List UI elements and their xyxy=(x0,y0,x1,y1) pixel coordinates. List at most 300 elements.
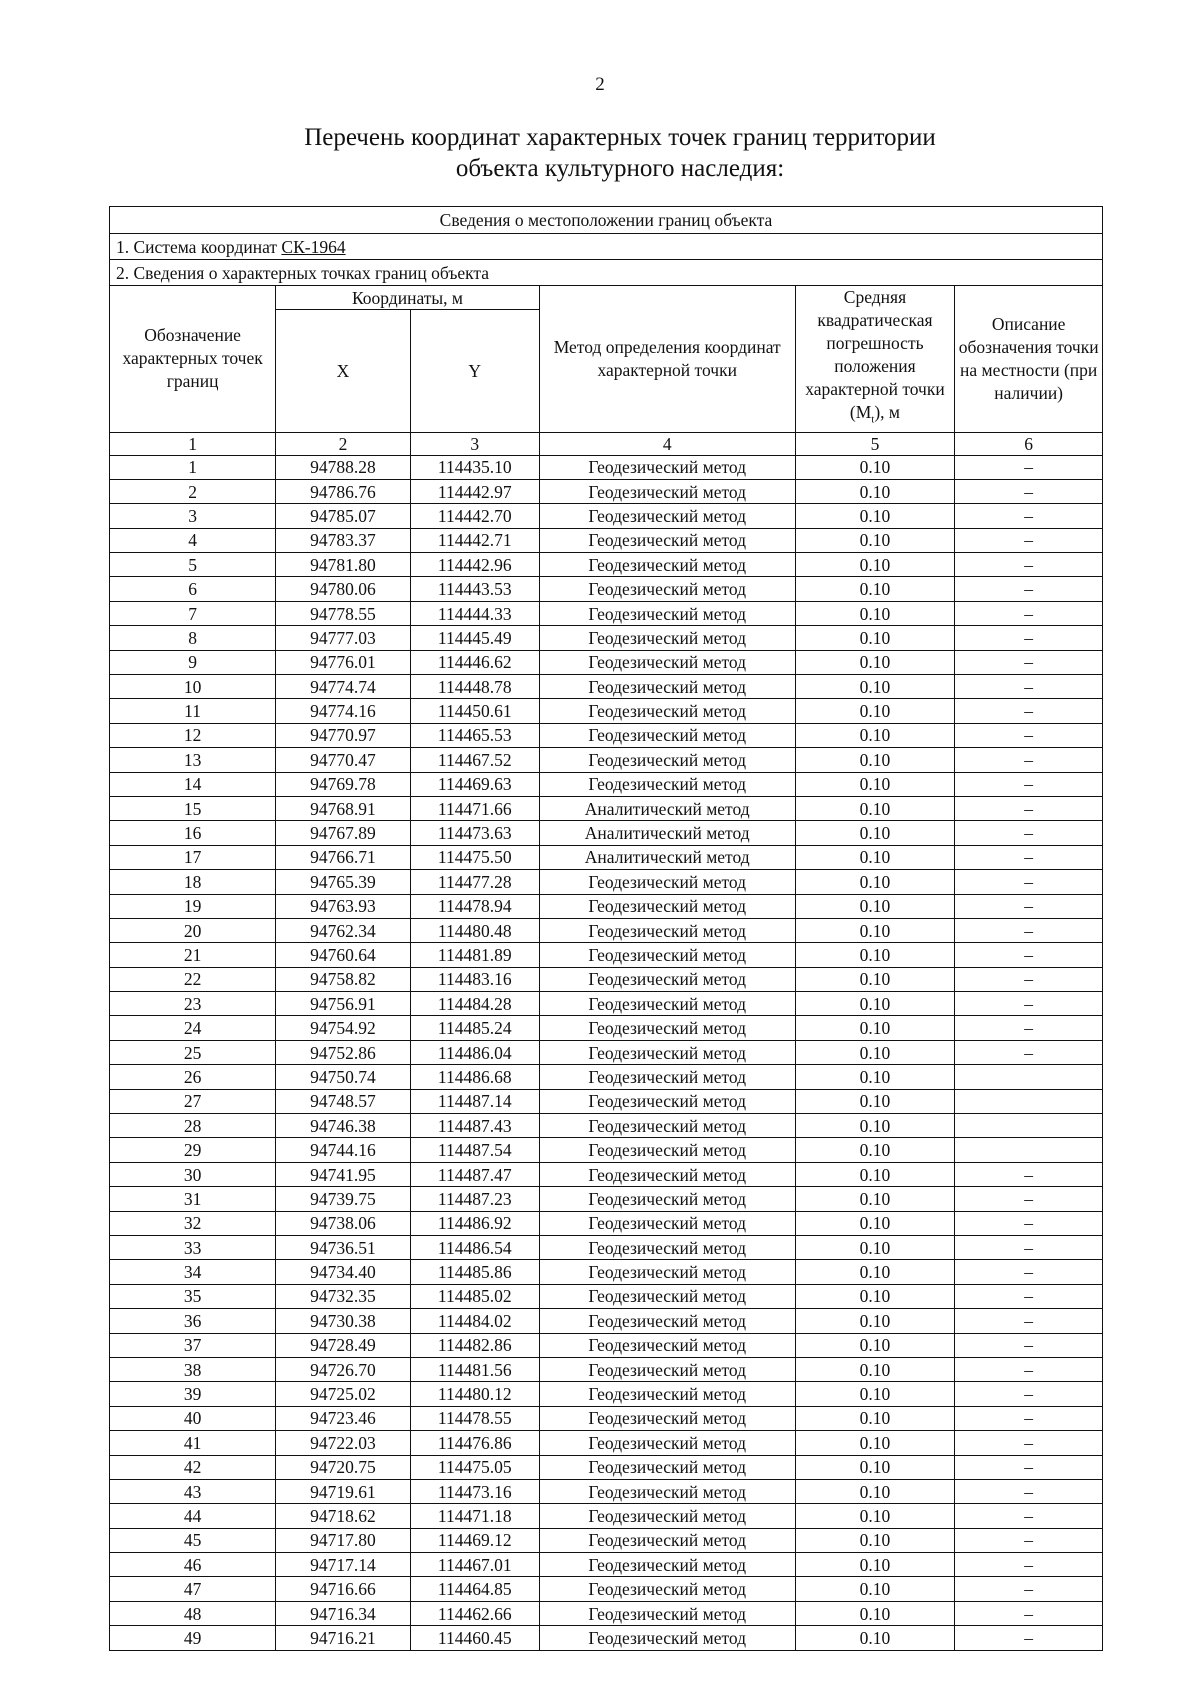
coordinate-y: 114475.50 xyxy=(410,845,539,869)
error-value: 0.10 xyxy=(795,1089,955,1113)
table-row xyxy=(110,1431,1103,1455)
method: Геодезический метод xyxy=(539,748,795,772)
table-row xyxy=(110,1601,1103,1625)
error-value: 0.10 xyxy=(795,650,955,674)
table-row xyxy=(110,1187,1103,1211)
description: – xyxy=(955,1406,1103,1430)
error-value: 0.10 xyxy=(795,1479,955,1503)
description: – xyxy=(955,1626,1103,1650)
description: – xyxy=(955,1260,1103,1284)
coordinate-x: 94767.89 xyxy=(276,821,411,845)
point-number: 32 xyxy=(110,1211,276,1235)
method: Геодезический метод xyxy=(539,1528,795,1552)
coordinate-y: 114435.10 xyxy=(410,455,539,479)
method: Геодезический метод xyxy=(539,1211,795,1235)
coordinate-y: 114471.66 xyxy=(410,796,539,820)
coordinate-y: 114480.12 xyxy=(410,1382,539,1406)
table-row xyxy=(110,1089,1103,1113)
coordinate-x: 94720.75 xyxy=(276,1455,411,1479)
method: Геодезический метод xyxy=(539,675,795,699)
coordinate-x: 94719.61 xyxy=(276,1479,411,1503)
coordinate-x: 94768.91 xyxy=(276,796,411,820)
header-coordinates: Координаты, м xyxy=(276,286,540,310)
coordinate-y: 114477.28 xyxy=(410,870,539,894)
point-number: 44 xyxy=(110,1504,276,1528)
header-y: Y xyxy=(410,310,539,432)
table-row xyxy=(110,870,1103,894)
coordinate-x: 94718.62 xyxy=(276,1504,411,1528)
point-number: 11 xyxy=(110,699,276,723)
description: – xyxy=(955,528,1103,552)
table-row xyxy=(110,1626,1103,1650)
point-number: 25 xyxy=(110,1040,276,1064)
col-number: 1 xyxy=(110,432,276,455)
point-number: 26 xyxy=(110,1065,276,1089)
point-number: 2 xyxy=(110,479,276,503)
table-row xyxy=(110,1479,1103,1503)
table-row xyxy=(110,723,1103,747)
method: Геодезический метод xyxy=(539,943,795,967)
description: – xyxy=(955,675,1103,699)
header-designation: Обозначение характерных точек границ xyxy=(110,286,276,433)
error-value: 0.10 xyxy=(795,1260,955,1284)
point-number: 48 xyxy=(110,1601,276,1625)
description: – xyxy=(955,1553,1103,1577)
method: Геодезический метод xyxy=(539,1138,795,1162)
point-number: 47 xyxy=(110,1577,276,1601)
method: Геодезический метод xyxy=(539,577,795,601)
description: – xyxy=(955,601,1103,625)
point-number: 41 xyxy=(110,1431,276,1455)
description xyxy=(955,1114,1103,1138)
description: – xyxy=(955,1577,1103,1601)
table-row xyxy=(110,772,1103,796)
method: Геодезический метод xyxy=(539,1504,795,1528)
method: Геодезический метод xyxy=(539,1626,795,1650)
point-number: 49 xyxy=(110,1626,276,1650)
coordinate-y: 114445.49 xyxy=(410,626,539,650)
method: Геодезический метод xyxy=(539,1284,795,1308)
method: Геодезический метод xyxy=(539,1479,795,1503)
coordinate-y: 114487.23 xyxy=(410,1187,539,1211)
table-row xyxy=(110,748,1103,772)
method: Геодезический метод xyxy=(539,1357,795,1381)
point-number: 17 xyxy=(110,845,276,869)
table-row xyxy=(110,967,1103,991)
table-row xyxy=(110,796,1103,820)
method: Аналитический метод xyxy=(539,796,795,820)
error-value: 0.10 xyxy=(795,577,955,601)
coordinate-y: 114480.48 xyxy=(410,918,539,942)
coordinate-x: 94732.35 xyxy=(276,1284,411,1308)
point-number: 27 xyxy=(110,1089,276,1113)
error-value: 0.10 xyxy=(795,1138,955,1162)
error-value: 0.10 xyxy=(795,1162,955,1186)
point-number: 23 xyxy=(110,992,276,1016)
coordinate-y: 114485.02 xyxy=(410,1284,539,1308)
description: – xyxy=(955,650,1103,674)
coordinate-y: 114487.54 xyxy=(410,1138,539,1162)
table-row xyxy=(110,1114,1103,1138)
table-row xyxy=(110,1260,1103,1284)
error-value: 0.10 xyxy=(795,1187,955,1211)
method: Геодезический метод xyxy=(539,1382,795,1406)
point-number: 34 xyxy=(110,1260,276,1284)
coordinate-system-row xyxy=(110,234,1103,260)
point-number: 33 xyxy=(110,1236,276,1260)
coordinate-y: 114442.71 xyxy=(410,528,539,552)
coordinate-x: 94750.74 xyxy=(276,1065,411,1089)
error-value: 0.10 xyxy=(795,1382,955,1406)
coordinate-y: 114478.94 xyxy=(410,894,539,918)
coordinate-y: 114478.55 xyxy=(410,1406,539,1430)
coordinate-y: 114483.16 xyxy=(410,967,539,991)
method: Геодезический метод xyxy=(539,1114,795,1138)
coordinate-y: 114481.56 xyxy=(410,1357,539,1381)
point-number: 22 xyxy=(110,967,276,991)
coordinate-y: 114481.89 xyxy=(410,943,539,967)
coordinate-x: 94748.57 xyxy=(276,1089,411,1113)
coordinate-x: 94739.75 xyxy=(276,1187,411,1211)
point-number: 31 xyxy=(110,1187,276,1211)
description: – xyxy=(955,918,1103,942)
point-number: 40 xyxy=(110,1406,276,1430)
page-title xyxy=(0,122,1200,184)
point-number: 29 xyxy=(110,1138,276,1162)
method: Геодезический метод xyxy=(539,894,795,918)
coordinate-y: 114442.70 xyxy=(410,504,539,528)
method: Геодезический метод xyxy=(539,1065,795,1089)
point-number: 18 xyxy=(110,870,276,894)
table-row xyxy=(110,918,1103,942)
method: Геодезический метод xyxy=(539,1577,795,1601)
coordinate-x: 94774.16 xyxy=(276,699,411,723)
coordinate-x: 94766.71 xyxy=(276,845,411,869)
coordinate-x: 94725.02 xyxy=(276,1382,411,1406)
error-value: 0.10 xyxy=(795,1309,955,1333)
coordinate-x: 94786.76 xyxy=(276,479,411,503)
error-value: 0.10 xyxy=(795,504,955,528)
coordinate-x: 94746.38 xyxy=(276,1114,411,1138)
description: – xyxy=(955,1357,1103,1381)
point-number: 10 xyxy=(110,675,276,699)
method: Геодезический метод xyxy=(539,1162,795,1186)
coordinate-x: 94716.66 xyxy=(276,1577,411,1601)
table-row xyxy=(110,1406,1103,1430)
table-row xyxy=(110,626,1103,650)
description: – xyxy=(955,1211,1103,1235)
description: – xyxy=(955,1431,1103,1455)
point-number: 42 xyxy=(110,1455,276,1479)
coordinate-x: 94722.03 xyxy=(276,1431,411,1455)
coordinate-x: 94770.97 xyxy=(276,723,411,747)
point-number: 8 xyxy=(110,626,276,650)
point-number: 6 xyxy=(110,577,276,601)
error-value: 0.10 xyxy=(795,1211,955,1235)
table-row xyxy=(110,1016,1103,1040)
coordinate-x: 94781.80 xyxy=(276,553,411,577)
point-number: 35 xyxy=(110,1284,276,1308)
title-line-1: Перечень координат характерных точек границ территории xyxy=(304,124,936,151)
point-number: 19 xyxy=(110,894,276,918)
coordinate-y: 114487.43 xyxy=(410,1114,539,1138)
coordinate-y: 114485.86 xyxy=(410,1260,539,1284)
error-value: 0.10 xyxy=(795,1065,955,1089)
table-row xyxy=(110,845,1103,869)
coordinate-x: 94763.93 xyxy=(276,894,411,918)
coordinate-x: 94774.74 xyxy=(276,675,411,699)
method: Геодезический метод xyxy=(539,1236,795,1260)
coordinate-x: 94744.16 xyxy=(276,1138,411,1162)
method: Геодезический метод xyxy=(539,918,795,942)
error-value: 0.10 xyxy=(795,1236,955,1260)
coordinate-y: 114460.45 xyxy=(410,1626,539,1650)
page-number: 2 xyxy=(595,74,605,95)
error-value: 0.10 xyxy=(795,870,955,894)
point-number: 38 xyxy=(110,1357,276,1381)
error-value: 0.10 xyxy=(795,967,955,991)
point-number: 37 xyxy=(110,1333,276,1357)
table-row xyxy=(110,1284,1103,1308)
point-number: 21 xyxy=(110,943,276,967)
col-number: 3 xyxy=(410,432,539,455)
table-row xyxy=(110,577,1103,601)
coordinate-y: 114469.12 xyxy=(410,1528,539,1552)
coordinate-x: 94734.40 xyxy=(276,1260,411,1284)
description: – xyxy=(955,1187,1103,1211)
error-value: 0.10 xyxy=(795,675,955,699)
point-number: 16 xyxy=(110,821,276,845)
header-x: X xyxy=(276,310,411,432)
table-row xyxy=(110,1162,1103,1186)
table-row xyxy=(110,675,1103,699)
coordinates-table xyxy=(109,206,1103,1651)
coordinate-y: 114443.53 xyxy=(410,577,539,601)
table-row xyxy=(110,943,1103,967)
description: – xyxy=(955,992,1103,1016)
error-value: 0.10 xyxy=(795,1431,955,1455)
coordinate-x: 94765.39 xyxy=(276,870,411,894)
coordinate-y: 114444.33 xyxy=(410,601,539,625)
method: Геодезический метод xyxy=(539,1309,795,1333)
error-value: 0.10 xyxy=(795,1504,955,1528)
coordinate-y: 114467.52 xyxy=(410,748,539,772)
coordinate-y: 114485.24 xyxy=(410,1016,539,1040)
method: Геодезический метод xyxy=(539,699,795,723)
coordinate-x: 94716.34 xyxy=(276,1601,411,1625)
table-row xyxy=(110,894,1103,918)
coordinate-y: 114442.97 xyxy=(410,479,539,503)
description: – xyxy=(955,796,1103,820)
table-row xyxy=(110,1577,1103,1601)
point-number: 14 xyxy=(110,772,276,796)
method: Аналитический метод xyxy=(539,821,795,845)
description: – xyxy=(955,870,1103,894)
coordinate-x: 94783.37 xyxy=(276,528,411,552)
coordinate-y: 114471.18 xyxy=(410,1504,539,1528)
coordinate-x: 94736.51 xyxy=(276,1236,411,1260)
coordinate-x: 94717.80 xyxy=(276,1528,411,1552)
description: – xyxy=(955,1016,1103,1040)
coordinate-y: 114465.53 xyxy=(410,723,539,747)
table-row xyxy=(110,1309,1103,1333)
description: – xyxy=(955,1601,1103,1625)
error-value: 0.10 xyxy=(795,1553,955,1577)
error-value: 0.10 xyxy=(795,796,955,820)
table-row xyxy=(110,553,1103,577)
method: Геодезический метод xyxy=(539,772,795,796)
error-value: 0.10 xyxy=(795,918,955,942)
coordinate-x: 94728.49 xyxy=(276,1333,411,1357)
coordinate-system-label: 1. Система координат xyxy=(116,236,282,257)
coordinate-x: 94760.64 xyxy=(276,943,411,967)
coordinate-x: 94717.14 xyxy=(276,1553,411,1577)
point-number: 12 xyxy=(110,723,276,747)
table-row xyxy=(110,1040,1103,1064)
coordinate-x: 94723.46 xyxy=(276,1406,411,1430)
table-row xyxy=(110,455,1103,479)
error-value: 0.10 xyxy=(795,992,955,1016)
error-value: 0.10 xyxy=(795,748,955,772)
coordinate-x: 94762.34 xyxy=(276,918,411,942)
error-value: 0.10 xyxy=(795,1040,955,1064)
method: Геодезический метод xyxy=(539,553,795,577)
coordinate-x: 94752.86 xyxy=(276,1040,411,1064)
title-line-2: объекта культурного наследия: xyxy=(455,155,785,182)
table-row xyxy=(110,1065,1103,1089)
method: Аналитический метод xyxy=(539,845,795,869)
error-value: 0.10 xyxy=(795,1114,955,1138)
error-value: 0.10 xyxy=(795,528,955,552)
coordinate-y: 114473.63 xyxy=(410,821,539,845)
table-row xyxy=(110,1236,1103,1260)
error-value: 0.10 xyxy=(795,626,955,650)
col-number: 2 xyxy=(276,432,411,455)
table-row xyxy=(110,1357,1103,1381)
point-number: 20 xyxy=(110,918,276,942)
table-row xyxy=(110,479,1103,503)
coordinate-y: 114450.61 xyxy=(410,699,539,723)
coordinate-y: 114484.02 xyxy=(410,1309,539,1333)
coordinate-y: 114484.28 xyxy=(410,992,539,1016)
method: Геодезический метод xyxy=(539,650,795,674)
description: – xyxy=(955,553,1103,577)
coordinate-x: 94726.70 xyxy=(276,1357,411,1381)
point-number: 13 xyxy=(110,748,276,772)
description: – xyxy=(955,1333,1103,1357)
coordinate-y: 114446.62 xyxy=(410,650,539,674)
description: – xyxy=(955,626,1103,650)
method: Геодезический метод xyxy=(539,1089,795,1113)
col-number: 4 xyxy=(539,432,795,455)
coordinate-y: 114473.16 xyxy=(410,1479,539,1503)
method: Геодезический метод xyxy=(539,1260,795,1284)
description: – xyxy=(955,1455,1103,1479)
error-value: 0.10 xyxy=(795,601,955,625)
description: – xyxy=(955,821,1103,845)
method: Геодезический метод xyxy=(539,1406,795,1430)
point-number: 7 xyxy=(110,601,276,625)
coordinate-y: 114469.63 xyxy=(410,772,539,796)
description: – xyxy=(955,1528,1103,1552)
point-number: 1 xyxy=(110,455,276,479)
coordinate-y: 114464.85 xyxy=(410,1577,539,1601)
coordinate-x: 94716.21 xyxy=(276,1626,411,1650)
description: – xyxy=(955,577,1103,601)
error-value: 0.10 xyxy=(795,1577,955,1601)
coordinate-y: 114486.68 xyxy=(410,1065,539,1089)
method: Геодезический метод xyxy=(539,992,795,1016)
description: – xyxy=(955,1309,1103,1333)
coordinate-x: 94741.95 xyxy=(276,1162,411,1186)
coordinate-y: 114486.04 xyxy=(410,1040,539,1064)
error-value: 0.10 xyxy=(795,723,955,747)
description: – xyxy=(955,455,1103,479)
table-row xyxy=(110,699,1103,723)
coordinate-x: 94769.78 xyxy=(276,772,411,796)
error-value: 0.10 xyxy=(795,1528,955,1552)
section-2-title: 2. Сведения о характерных точках границ объекта xyxy=(110,260,1103,286)
description: – xyxy=(955,723,1103,747)
error-value: 0.10 xyxy=(795,699,955,723)
coordinate-y: 114448.78 xyxy=(410,675,539,699)
point-number: 5 xyxy=(110,553,276,577)
description: – xyxy=(955,1382,1103,1406)
method: Геодезический метод xyxy=(539,626,795,650)
description: – xyxy=(955,943,1103,967)
table-row xyxy=(110,650,1103,674)
coordinate-x: 94788.28 xyxy=(276,455,411,479)
error-value: 0.10 xyxy=(795,1016,955,1040)
coordinate-x: 94780.06 xyxy=(276,577,411,601)
coordinate-y: 114486.92 xyxy=(410,1211,539,1235)
point-number: 28 xyxy=(110,1114,276,1138)
table-row xyxy=(110,1455,1103,1479)
method: Геодезический метод xyxy=(539,1455,795,1479)
description: – xyxy=(955,1236,1103,1260)
method: Геодезический метод xyxy=(539,1187,795,1211)
table-row xyxy=(110,601,1103,625)
method: Геодезический метод xyxy=(539,455,795,479)
description: – xyxy=(955,479,1103,503)
point-number: 15 xyxy=(110,796,276,820)
table-row xyxy=(110,1382,1103,1406)
error-value: 0.10 xyxy=(795,1357,955,1381)
coordinate-y: 114482.86 xyxy=(410,1333,539,1357)
point-number: 46 xyxy=(110,1553,276,1577)
method: Геодезический метод xyxy=(539,601,795,625)
error-value: 0.10 xyxy=(795,943,955,967)
coordinate-x: 94785.07 xyxy=(276,504,411,528)
description: – xyxy=(955,1504,1103,1528)
description: – xyxy=(955,894,1103,918)
coordinate-y: 114442.96 xyxy=(410,553,539,577)
method: Геодезический метод xyxy=(539,1601,795,1625)
point-number: 24 xyxy=(110,1016,276,1040)
error-value: 0.10 xyxy=(795,455,955,479)
description: – xyxy=(955,1162,1103,1186)
error-value: 0.10 xyxy=(795,845,955,869)
header-error: Средняя квадратическая погрешность положения характерной точки $(M_t)$, м xyxy=(795,286,955,433)
method: Геодезический метод xyxy=(539,1333,795,1357)
coordinate-x: 94730.38 xyxy=(276,1309,411,1333)
error-value: 0.10 xyxy=(795,772,955,796)
table-row xyxy=(110,504,1103,528)
coordinate-x: 94776.01 xyxy=(276,650,411,674)
method: Геодезический метод xyxy=(539,528,795,552)
coordinate-x: 94756.91 xyxy=(276,992,411,1016)
error-value: 0.10 xyxy=(795,553,955,577)
